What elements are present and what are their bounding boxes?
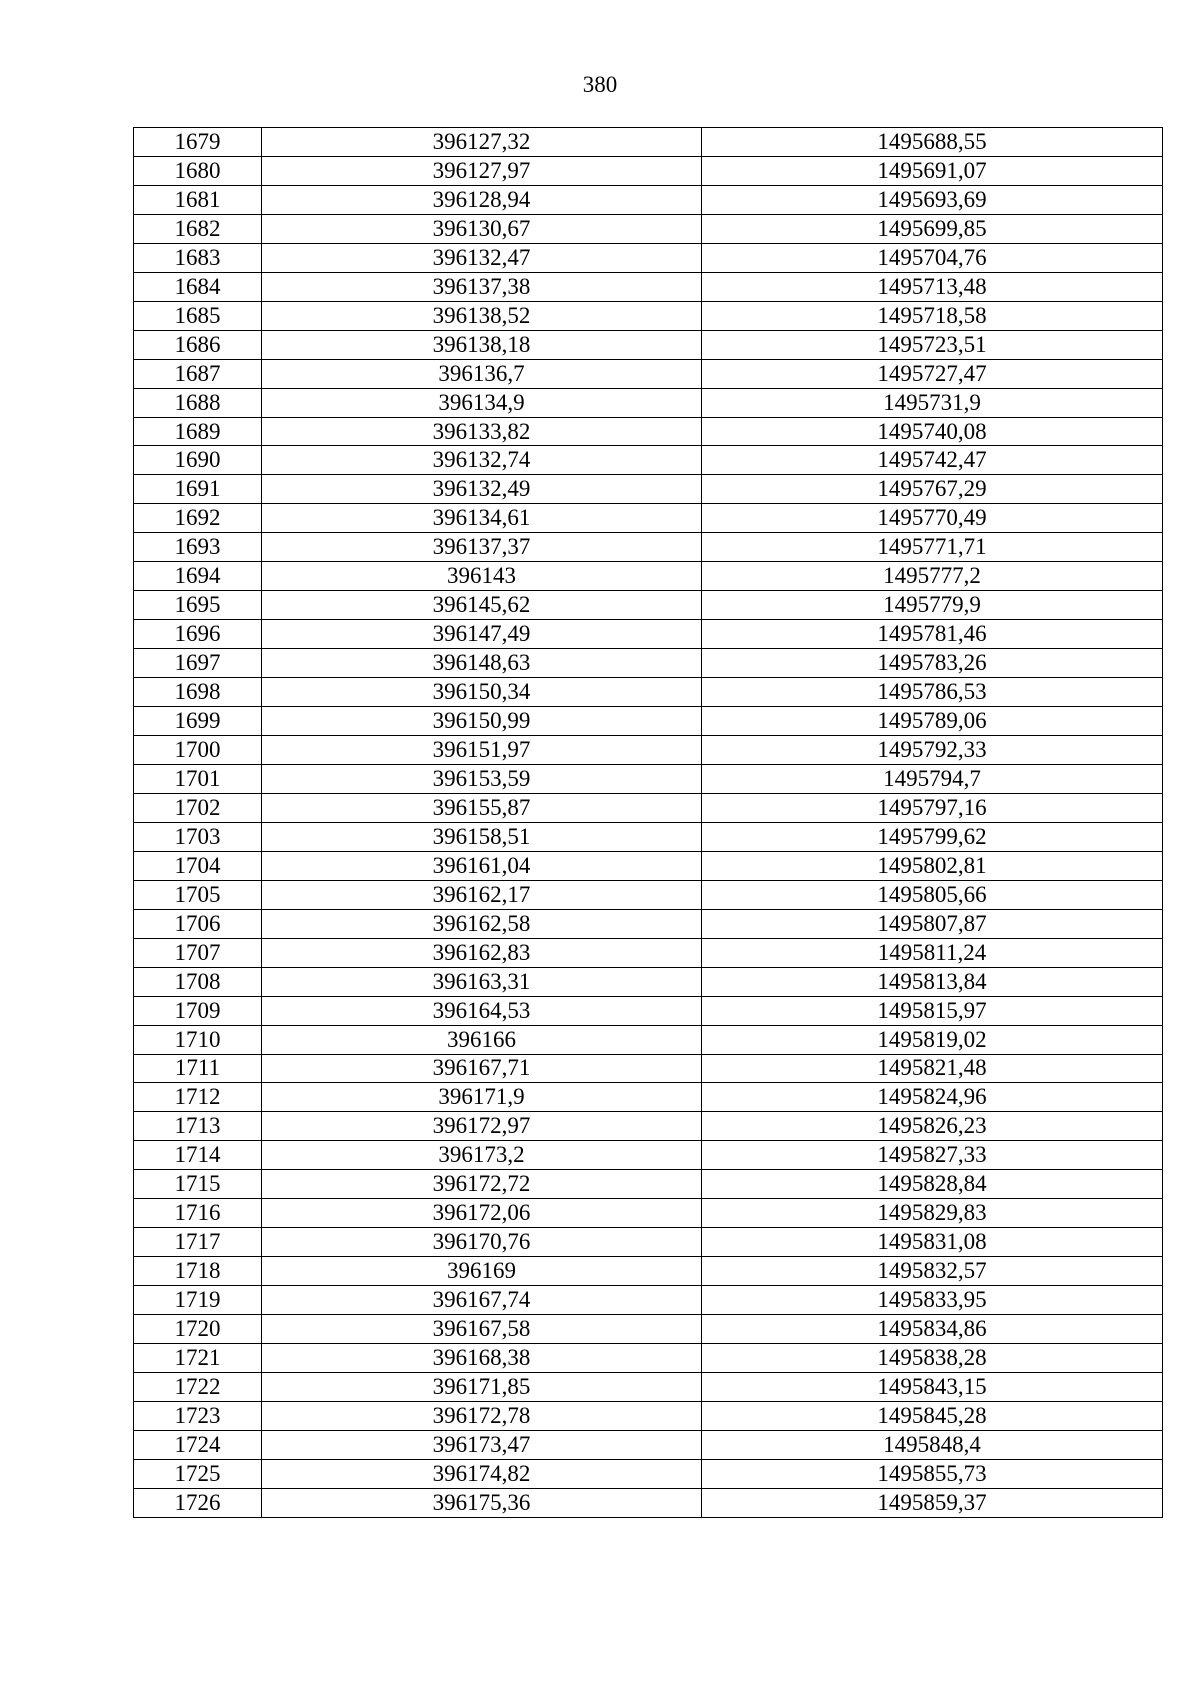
- x-coordinate-cell: 396171,85: [262, 1372, 702, 1401]
- point-number-cell: 1680: [134, 156, 262, 185]
- x-coordinate-cell: 396137,37: [262, 533, 702, 562]
- x-coordinate-cell: 396162,58: [262, 909, 702, 938]
- table-row: [134, 417, 1163, 446]
- table-row: [134, 301, 1163, 330]
- table-row: [134, 1199, 1163, 1228]
- table-row: [134, 620, 1163, 649]
- y-coordinate-cell: 1495713,48: [702, 272, 1163, 301]
- point-number-cell: 1711: [134, 1054, 262, 1083]
- table-row: [134, 967, 1163, 996]
- table-row: [134, 156, 1163, 185]
- point-number-cell: 1713: [134, 1112, 262, 1141]
- coordinates-table: [133, 127, 1163, 1518]
- x-coordinate-cell: 396169: [262, 1257, 702, 1286]
- table-row: [134, 996, 1163, 1025]
- y-coordinate-cell: 1495794,7: [702, 764, 1163, 793]
- table-row: [134, 1170, 1163, 1199]
- x-coordinate-cell: 396163,31: [262, 967, 702, 996]
- table-row: [134, 330, 1163, 359]
- table-row: [134, 272, 1163, 301]
- x-coordinate-cell: 396168,38: [262, 1344, 702, 1373]
- point-number-cell: 1698: [134, 678, 262, 707]
- point-number-cell: 1695: [134, 591, 262, 620]
- y-coordinate-cell: 1495799,62: [702, 822, 1163, 851]
- point-number-cell: 1706: [134, 909, 262, 938]
- point-number-cell: 1694: [134, 562, 262, 591]
- x-coordinate-cell: 396127,32: [262, 128, 702, 157]
- x-coordinate-cell: 396150,99: [262, 707, 702, 736]
- point-number-cell: 1683: [134, 243, 262, 272]
- x-coordinate-cell: 396172,97: [262, 1112, 702, 1141]
- table-row: [134, 736, 1163, 765]
- table-row: [134, 446, 1163, 475]
- y-coordinate-cell: 1495828,84: [702, 1170, 1163, 1199]
- point-number-cell: 1690: [134, 446, 262, 475]
- table-row: [134, 1286, 1163, 1315]
- x-coordinate-cell: 396170,76: [262, 1228, 702, 1257]
- table-row: [134, 359, 1163, 388]
- x-coordinate-cell: 396166: [262, 1025, 702, 1054]
- point-number-cell: 1681: [134, 185, 262, 214]
- x-coordinate-cell: 396137,38: [262, 272, 702, 301]
- x-coordinate-cell: 396145,62: [262, 591, 702, 620]
- point-number-cell: 1725: [134, 1459, 262, 1488]
- point-number-cell: 1722: [134, 1372, 262, 1401]
- table-row: [134, 128, 1163, 157]
- x-coordinate-cell: 396127,97: [262, 156, 702, 185]
- point-number-cell: 1716: [134, 1199, 262, 1228]
- x-coordinate-cell: 396175,36: [262, 1488, 702, 1517]
- point-number-cell: 1687: [134, 359, 262, 388]
- y-coordinate-cell: 1495833,95: [702, 1286, 1163, 1315]
- point-number-cell: 1689: [134, 417, 262, 446]
- y-coordinate-cell: 1495815,97: [702, 996, 1163, 1025]
- x-coordinate-cell: 396167,71: [262, 1054, 702, 1083]
- point-number-cell: 1715: [134, 1170, 262, 1199]
- x-coordinate-cell: 396155,87: [262, 793, 702, 822]
- y-coordinate-cell: 1495779,9: [702, 591, 1163, 620]
- table-row: [134, 185, 1163, 214]
- table-row: [134, 562, 1163, 591]
- point-number-cell: 1726: [134, 1488, 262, 1517]
- y-coordinate-cell: 1495843,15: [702, 1372, 1163, 1401]
- point-number-cell: 1707: [134, 938, 262, 967]
- x-coordinate-cell: 396134,9: [262, 388, 702, 417]
- coordinates-table-body: [134, 128, 1163, 1518]
- table-row: [134, 1372, 1163, 1401]
- point-number-cell: 1723: [134, 1401, 262, 1430]
- x-coordinate-cell: 396173,2: [262, 1141, 702, 1170]
- y-coordinate-cell: 1495731,9: [702, 388, 1163, 417]
- table-row: [134, 938, 1163, 967]
- y-coordinate-cell: 1495786,53: [702, 678, 1163, 707]
- y-coordinate-cell: 1495838,28: [702, 1344, 1163, 1373]
- point-number-cell: 1708: [134, 967, 262, 996]
- y-coordinate-cell: 1495767,29: [702, 475, 1163, 504]
- y-coordinate-cell: 1495824,96: [702, 1083, 1163, 1112]
- x-coordinate-cell: 396167,74: [262, 1286, 702, 1315]
- x-coordinate-cell: 396143: [262, 562, 702, 591]
- table-row: [134, 764, 1163, 793]
- table-row: [134, 678, 1163, 707]
- table-row: [134, 822, 1163, 851]
- table-row: [134, 388, 1163, 417]
- y-coordinate-cell: 1495834,86: [702, 1315, 1163, 1344]
- point-number-cell: 1684: [134, 272, 262, 301]
- x-coordinate-cell: 396171,9: [262, 1083, 702, 1112]
- y-coordinate-cell: 1495693,69: [702, 185, 1163, 214]
- x-coordinate-cell: 396172,72: [262, 1170, 702, 1199]
- table-row: [134, 1459, 1163, 1488]
- point-number-cell: 1709: [134, 996, 262, 1025]
- y-coordinate-cell: 1495855,73: [702, 1459, 1163, 1488]
- y-coordinate-cell: 1495792,33: [702, 736, 1163, 765]
- x-coordinate-cell: 396167,58: [262, 1315, 702, 1344]
- table-row: [134, 880, 1163, 909]
- table-row: [134, 504, 1163, 533]
- y-coordinate-cell: 1495826,23: [702, 1112, 1163, 1141]
- x-coordinate-cell: 396132,47: [262, 243, 702, 272]
- point-number-cell: 1704: [134, 851, 262, 880]
- table-row: [134, 1257, 1163, 1286]
- x-coordinate-cell: 396147,49: [262, 620, 702, 649]
- y-coordinate-cell: 1495802,81: [702, 851, 1163, 880]
- y-coordinate-cell: 1495827,33: [702, 1141, 1163, 1170]
- x-coordinate-cell: 396151,97: [262, 736, 702, 765]
- table-row: [134, 1083, 1163, 1112]
- point-number-cell: 1688: [134, 388, 262, 417]
- y-coordinate-cell: 1495740,08: [702, 417, 1163, 446]
- y-coordinate-cell: 1495742,47: [702, 446, 1163, 475]
- y-coordinate-cell: 1495699,85: [702, 214, 1163, 243]
- point-number-cell: 1686: [134, 330, 262, 359]
- y-coordinate-cell: 1495771,71: [702, 533, 1163, 562]
- x-coordinate-cell: 396148,63: [262, 649, 702, 678]
- table-row: [134, 1228, 1163, 1257]
- table-row: [134, 1344, 1163, 1373]
- point-number-cell: 1679: [134, 128, 262, 157]
- y-coordinate-cell: 1495727,47: [702, 359, 1163, 388]
- point-number-cell: 1697: [134, 649, 262, 678]
- y-coordinate-cell: 1495797,16: [702, 793, 1163, 822]
- point-number-cell: 1692: [134, 504, 262, 533]
- table-row: [134, 1315, 1163, 1344]
- point-number-cell: 1703: [134, 822, 262, 851]
- point-number-cell: 1720: [134, 1315, 262, 1344]
- point-number-cell: 1699: [134, 707, 262, 736]
- x-coordinate-cell: 396172,78: [262, 1401, 702, 1430]
- x-coordinate-cell: 396128,94: [262, 185, 702, 214]
- y-coordinate-cell: 1495723,51: [702, 330, 1163, 359]
- point-number-cell: 1717: [134, 1228, 262, 1257]
- point-number-cell: 1702: [134, 793, 262, 822]
- table-row: [134, 1430, 1163, 1459]
- y-coordinate-cell: 1495783,26: [702, 649, 1163, 678]
- y-coordinate-cell: 1495845,28: [702, 1401, 1163, 1430]
- y-coordinate-cell: 1495770,49: [702, 504, 1163, 533]
- table-row: [134, 1112, 1163, 1141]
- table-row: [134, 1025, 1163, 1054]
- table-row: [134, 591, 1163, 620]
- page-number: 380: [582, 72, 618, 97]
- point-number-cell: 1721: [134, 1344, 262, 1373]
- x-coordinate-cell: 396133,82: [262, 417, 702, 446]
- point-number-cell: 1712: [134, 1083, 262, 1112]
- point-number-cell: 1693: [134, 533, 262, 562]
- x-coordinate-cell: 396132,49: [262, 475, 702, 504]
- table-row: [134, 1401, 1163, 1430]
- x-coordinate-cell: 396153,59: [262, 764, 702, 793]
- point-number-cell: 1701: [134, 764, 262, 793]
- table-row: [134, 707, 1163, 736]
- y-coordinate-cell: 1495718,58: [702, 301, 1163, 330]
- point-number-cell: 1685: [134, 301, 262, 330]
- point-number-cell: 1682: [134, 214, 262, 243]
- y-coordinate-cell: 1495811,24: [702, 938, 1163, 967]
- y-coordinate-cell: 1495781,46: [702, 620, 1163, 649]
- table-row: [134, 793, 1163, 822]
- y-coordinate-cell: 1495691,07: [702, 156, 1163, 185]
- point-number-cell: 1724: [134, 1430, 262, 1459]
- x-coordinate-cell: 396172,06: [262, 1199, 702, 1228]
- y-coordinate-cell: 1495704,76: [702, 243, 1163, 272]
- y-coordinate-cell: 1495859,37: [702, 1488, 1163, 1517]
- table-row: [134, 1054, 1163, 1083]
- y-coordinate-cell: 1495807,87: [702, 909, 1163, 938]
- y-coordinate-cell: 1495832,57: [702, 1257, 1163, 1286]
- table-row: [134, 909, 1163, 938]
- y-coordinate-cell: 1495829,83: [702, 1199, 1163, 1228]
- x-coordinate-cell: 396174,82: [262, 1459, 702, 1488]
- x-coordinate-cell: 396162,83: [262, 938, 702, 967]
- table-row: [134, 1141, 1163, 1170]
- table-row: [134, 214, 1163, 243]
- point-number-cell: 1719: [134, 1286, 262, 1315]
- point-number-cell: 1705: [134, 880, 262, 909]
- table-row: [134, 1488, 1163, 1517]
- y-coordinate-cell: 1495848,4: [702, 1430, 1163, 1459]
- x-coordinate-cell: 396138,52: [262, 301, 702, 330]
- x-coordinate-cell: 396132,74: [262, 446, 702, 475]
- x-coordinate-cell: 396162,17: [262, 880, 702, 909]
- y-coordinate-cell: 1495831,08: [702, 1228, 1163, 1257]
- table-row: [134, 533, 1163, 562]
- point-number-cell: 1710: [134, 1025, 262, 1054]
- x-coordinate-cell: 396134,61: [262, 504, 702, 533]
- table-row: [134, 475, 1163, 504]
- point-number-cell: 1696: [134, 620, 262, 649]
- y-coordinate-cell: 1495789,06: [702, 707, 1163, 736]
- x-coordinate-cell: 396130,67: [262, 214, 702, 243]
- table-row: [134, 851, 1163, 880]
- point-number-cell: 1691: [134, 475, 262, 504]
- y-coordinate-cell: 1495777,2: [702, 562, 1163, 591]
- x-coordinate-cell: 396161,04: [262, 851, 702, 880]
- x-coordinate-cell: 396136,7: [262, 359, 702, 388]
- x-coordinate-cell: 396138,18: [262, 330, 702, 359]
- table-row: [134, 649, 1163, 678]
- y-coordinate-cell: 1495821,48: [702, 1054, 1163, 1083]
- point-number-cell: 1718: [134, 1257, 262, 1286]
- y-coordinate-cell: 1495813,84: [702, 967, 1163, 996]
- table-row: [134, 243, 1163, 272]
- point-number-cell: 1700: [134, 736, 262, 765]
- y-coordinate-cell: 1495819,02: [702, 1025, 1163, 1054]
- y-coordinate-cell: 1495688,55: [702, 128, 1163, 157]
- x-coordinate-cell: 396164,53: [262, 996, 702, 1025]
- point-number-cell: 1714: [134, 1141, 262, 1170]
- y-coordinate-cell: 1495805,66: [702, 880, 1163, 909]
- x-coordinate-cell: 396173,47: [262, 1430, 702, 1459]
- x-coordinate-cell: 396150,34: [262, 678, 702, 707]
- x-coordinate-cell: 396158,51: [262, 822, 702, 851]
